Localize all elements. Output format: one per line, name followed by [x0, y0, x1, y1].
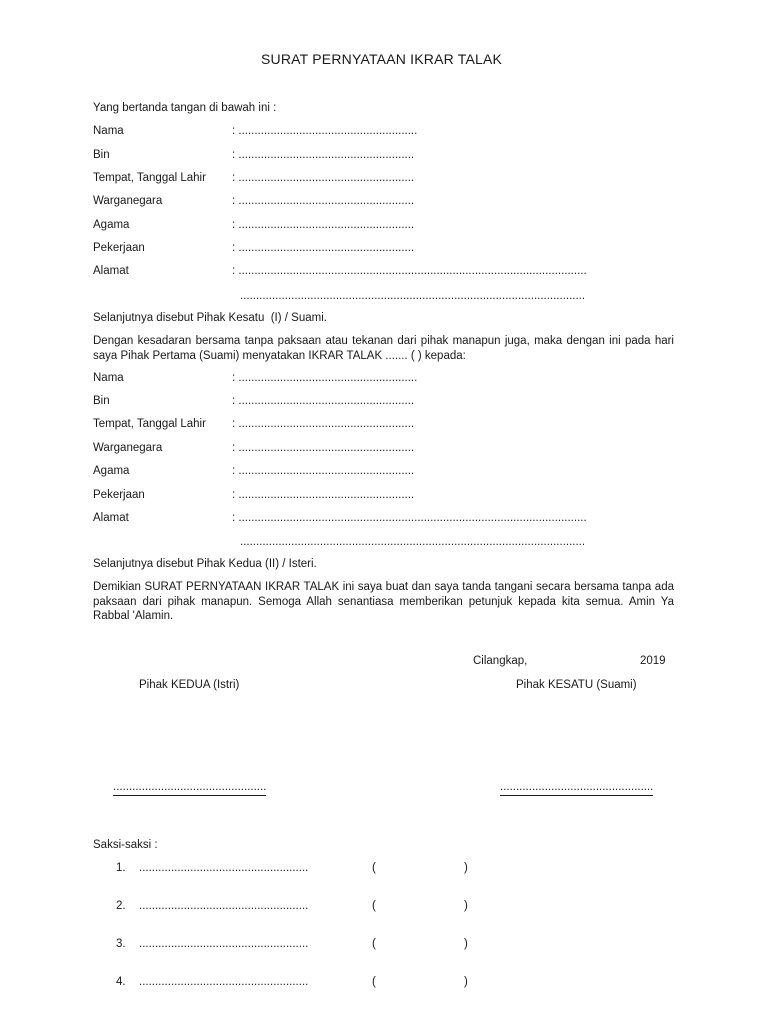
party2-birth-label: Tempat, Tanggal Lahir	[93, 418, 206, 430]
signature-left-label: Pihak KEDUA (Istri)	[139, 679, 240, 691]
witness-paren-close: )	[464, 862, 468, 874]
signature-right-label: Pihak KESATU (Suami)	[516, 679, 637, 691]
party1-address-line2: ............................................................................................................	[240, 290, 586, 302]
party1-birth-label: Tempat, Tanggal Lahir	[93, 172, 206, 184]
party2-religion-label: Agama	[93, 465, 130, 477]
witness-paren-open: (	[372, 900, 376, 912]
year-text: 2019	[640, 655, 666, 667]
party1-religion-label: Agama	[93, 219, 130, 231]
witness-paren-open: (	[372, 976, 376, 988]
witness-paren-open: (	[372, 938, 376, 950]
party2-bin-label: Bin	[93, 395, 110, 407]
witness-paren-close: )	[464, 938, 468, 950]
party2-designation: Selanjutnya disebut Pihak Kedua (II) / Isteri.	[93, 558, 317, 570]
intro-text: Yang bertanda tangan di bawah ini :	[93, 102, 277, 114]
party1-address-value: : .............................................................................................................	[232, 265, 587, 277]
witness-number: 3.	[116, 938, 126, 950]
party1-bin-label: Bin	[93, 149, 110, 161]
signature-right-line: ................................................	[500, 780, 653, 796]
party1-occupation-value: : .......................................................	[232, 242, 415, 254]
party2-occupation-label: Pekerjaan	[93, 489, 145, 501]
party2-occupation-value: : .......................................................	[232, 489, 415, 501]
party2-nationality-value: : .......................................................	[232, 442, 415, 454]
party1-birth-value: : .......................................................	[232, 172, 415, 184]
party2-address-value: : .............................................................................................................	[232, 512, 587, 524]
witness-signature-line: .....................................................	[139, 862, 309, 874]
witness-signature-line: .....................................................	[139, 938, 309, 950]
witnesses-heading: Saksi-saksi :	[93, 839, 158, 851]
party1-bin-value: : .......................................................	[232, 149, 415, 161]
party2-name-label: Nama	[93, 372, 124, 384]
party2-address-line2: ............................................................................................................	[240, 536, 586, 548]
statement-paragraph: Dengan kesadaran bersama tanpa paksaan atau tekanan dari pihak manapun juga, maka dengan ini pada hari saya Pihak Pertama (Suami) menyatakan IKRAR TALAK ....... ( ) kepada:	[93, 335, 674, 362]
witness-number: 1.	[116, 862, 126, 874]
party1-nationality-value: : .......................................................	[232, 195, 415, 207]
party2-address-label: Alamat	[93, 512, 129, 524]
party1-occupation-label: Pekerjaan	[93, 242, 145, 254]
party1-designation: Selanjutnya disebut Pihak Kesatu (I) / Suami.	[93, 312, 327, 324]
party1-name-label: Nama	[93, 125, 124, 137]
closing-paragraph: Demikian SURAT PERNYATAAN IKRAR TALAK ini saya buat dan saya tanda tangani secara bersama tanpa ada paksaan dari pihak manapun. Semoga Allah senantiasa memberikan petunjuk kepada kita semua. Amin Ya Rabbal 'Alamin.	[93, 581, 674, 622]
document-title: SURAT PERNYATAAN IKRAR TALAK	[261, 51, 503, 67]
party2-bin-value: : .......................................................	[232, 395, 415, 407]
witness-signature-line: .....................................................	[139, 900, 309, 912]
witness-signature-line: .....................................................	[139, 976, 309, 988]
party2-religion-value: : .......................................................	[232, 465, 415, 477]
party1-name-value: : ........................................................	[232, 125, 418, 137]
party2-birth-value: : .......................................................	[232, 418, 415, 430]
party1-address-label: Alamat	[93, 265, 129, 277]
party2-name-value: : ........................................................	[232, 372, 418, 384]
place-text: Cilangkap,	[473, 655, 528, 667]
witness-paren-open: (	[372, 862, 376, 874]
signature-left-line: ................................................	[113, 780, 266, 796]
witness-number: 2.	[116, 900, 126, 912]
party2-nationality-label: Warganegara	[93, 442, 163, 454]
witness-paren-close: )	[464, 976, 468, 988]
party1-religion-value: : .......................................................	[232, 219, 415, 231]
witness-paren-close: )	[464, 900, 468, 912]
witness-number: 4.	[116, 976, 126, 988]
party1-nationality-label: Warganegara	[93, 195, 163, 207]
